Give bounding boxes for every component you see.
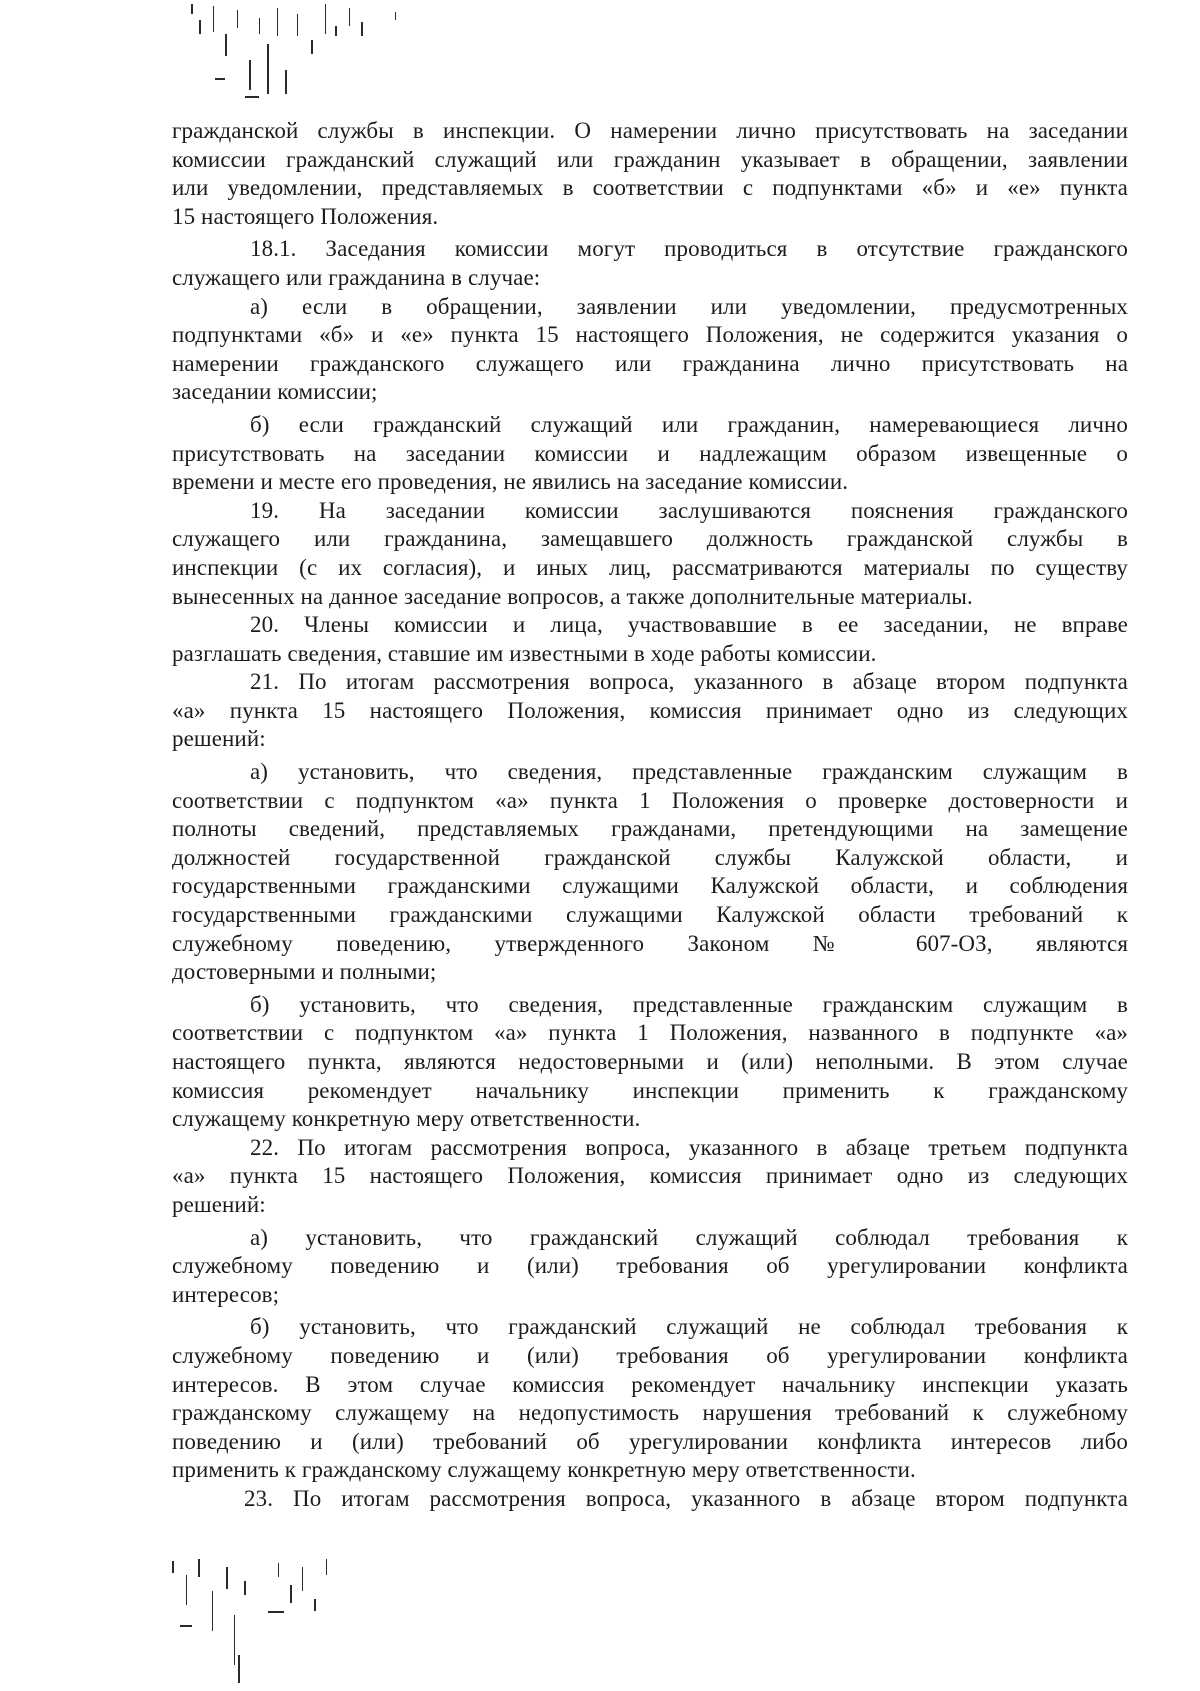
text-line: государственными гражданскими служащими Калужской области, и соблюдения: [172, 873, 1128, 899]
text-line: применить к гражданскому служащему конкретную меру ответственности.: [172, 1457, 916, 1483]
text-line: вынесенных на данное заседание вопросов, а также дополнительные материалы.: [172, 583, 973, 609]
text-line: решений:: [172, 726, 266, 752]
text-line: времени и месте его проведения, не явились на заседание комиссии.: [172, 469, 849, 495]
text-line: интересов;: [172, 1281, 280, 1307]
text-line: а) установить, что гражданский служащий соблюдал требования к: [250, 1224, 1128, 1250]
text-line: инспекции (с их согласия), и иных лиц, рассматриваются материалы по существу: [172, 554, 1128, 580]
text-line: должностей государственной гражданской службы Калужской области, и: [172, 844, 1128, 870]
text-line: соответствии с подпунктом «а» пункта 1 Положения о проверке достоверности и: [172, 787, 1128, 813]
text-line: 20. Члены комиссии и лица, участвовавшие в ее заседании, не вправе: [250, 612, 1128, 638]
text-line: заседании комиссии;: [172, 379, 378, 405]
text-line: подпунктами «б» и «е» пункта 15 настоящего Положения, не содержится указания о: [172, 322, 1128, 348]
text-line: служащему конкретную меру ответственности.: [172, 1106, 641, 1132]
text-line: полноты сведений, представляемых гражданами, претендующими на замещение: [172, 816, 1128, 842]
text-line: настоящего пункта, являются недостоверными и (или) неполными. В этом случае: [172, 1049, 1128, 1074]
text-line: б) установить, что сведения, представленные гражданским служащим в: [250, 991, 1128, 1017]
text-line: комиссия рекомендует начальнику инспекции применить к гражданскому: [172, 1077, 1128, 1103]
scan-artifact-bottom: [168, 1555, 368, 1691]
text-line: гражданской службы в инспекции. О намерении лично присутствовать на заседании: [172, 118, 1128, 143]
document-body: [172, 117, 1128, 1514]
text-line: или уведомлении, представляемых в соответствии с подпунктами «б» и «е» пункта: [172, 175, 1128, 201]
text-line: поведению и (или) требований об урегулировании конфликта интересов либо: [172, 1428, 1128, 1454]
text-line: 21. По итогам рассмотрения вопроса, указанного в абзаце втором подпункта: [250, 669, 1128, 695]
text-line: 18.1. Заседания комиссии могут проводиться в отсутствие гражданского: [250, 236, 1128, 262]
text-line: присутствовать на заседании комиссии и надлежащим образом извещенные о: [172, 440, 1128, 466]
text-line: намерении гражданского служащего или гражданина лично присутствовать на: [172, 350, 1128, 376]
text-line: решений:: [172, 1191, 266, 1217]
text-line: б) если гражданский служащий или гражданин, намеревающиеся лично: [250, 411, 1128, 437]
text-line: 23. По итогам рассмотрения вопроса, указанного в абзаце втором подпункта: [244, 1485, 1128, 1511]
scan-artifact-top: [185, 0, 415, 120]
text-line: государственными гражданскими служащими Калужской области требований к: [172, 902, 1128, 928]
text-line: комиссии гражданский служащий или гражданин указывает в обращении, заявлении: [172, 146, 1128, 172]
text-line: служащего или гражданина в случае:: [172, 264, 541, 290]
text-line: соответствии с подпунктом «а» пункта 1 Положения, названного в подпункте «а»: [172, 1020, 1128, 1046]
text-line: 15 настоящего Положения.: [172, 203, 439, 229]
text-line: служебному поведению и (или) требования об урегулировании конфликта: [172, 1342, 1128, 1368]
text-line: служебному поведению и (или) требования об урегулировании конфликта: [172, 1253, 1128, 1279]
text-line: гражданскому служащему на недопустимость нарушения требований к служебному: [172, 1400, 1128, 1426]
text-line: служебному поведению, утвержденного Законом № 607-ОЗ, являются: [172, 930, 1128, 956]
text-line: а) если в обращении, заявлении или уведомлении, предусмотренных: [250, 293, 1128, 319]
text-line: «а» пункта 15 настоящего Положения, комиссия принимает одно из следующих: [172, 1163, 1128, 1189]
text-line: 19. На заседании комиссии заслушиваются пояснения гражданского: [250, 497, 1128, 523]
text-line: интересов. В этом случае комиссия рекомендует начальнику инспекции указать: [172, 1371, 1128, 1397]
text-line: разглашать сведения, ставшие им известными в ходе работы комиссии.: [172, 640, 877, 666]
text-line: б) установить, что гражданский служащий не соблюдал требования к: [250, 1314, 1128, 1340]
text-line: 22. По итогам рассмотрения вопроса, указанного в абзаце третьем подпункта: [250, 1134, 1128, 1160]
text-line: а) установить, что сведения, представленные гражданским служащим в: [250, 759, 1128, 785]
text-line: служащего или гражданина, замещавшего должность гражданской службы в: [172, 526, 1128, 552]
text-line: «а» пункта 15 настоящего Положения, комиссия принимает одно из следующих: [172, 697, 1128, 723]
text-line: достоверными и полными;: [172, 959, 437, 985]
